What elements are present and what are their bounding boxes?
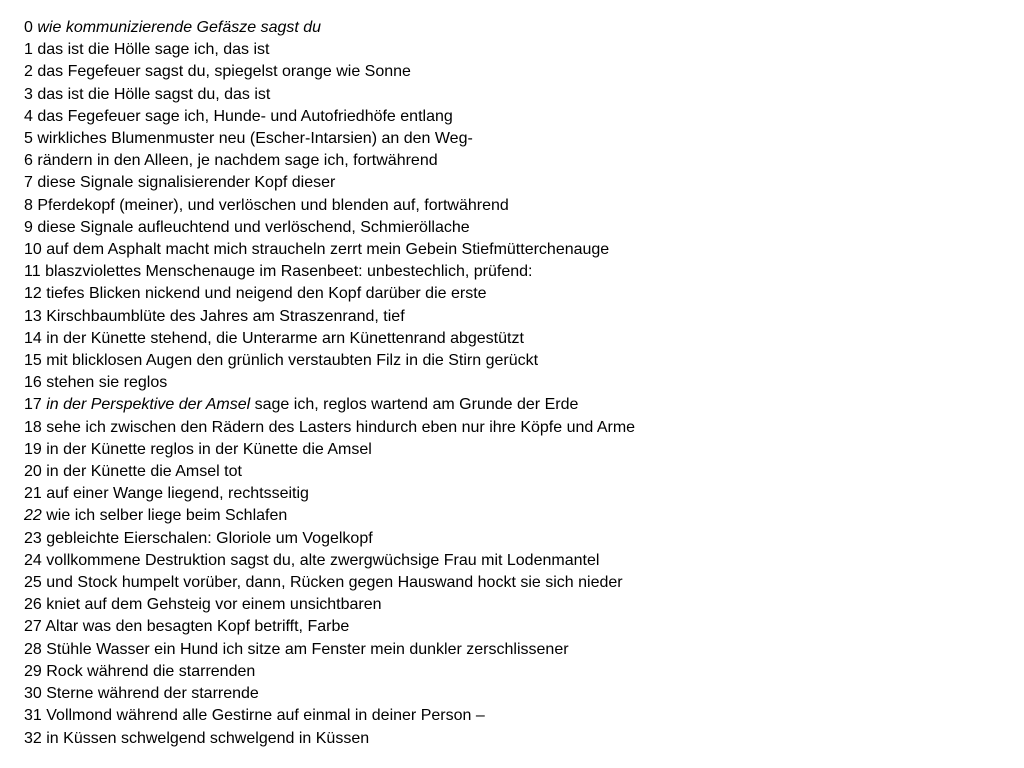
line-text: in Küssen schwelgend schwelgend in Küssen (46, 729, 370, 747)
poem-line (24, 84, 635, 106)
line-text: tiefes Blicken nickend und neigend den Kopf darüber die erste (46, 285, 487, 303)
line-text: das ist die Hölle sagst du, das ist (37, 85, 271, 103)
line-number: 2 (24, 63, 33, 81)
line-number: 23 (24, 529, 42, 547)
line-number: 11 (24, 263, 41, 281)
line-text: und Stock humpelt vorüber, dann, Rücken gegen Hauswand hockt sie sich nieder (46, 574, 623, 592)
poem-line (24, 128, 635, 150)
poem-line (24, 417, 635, 439)
line-text-italic: wie kommunizierende Gefäsze sagst du (37, 19, 322, 36)
poem-line (24, 239, 635, 261)
line-text: mit blicklosen Augen den grünlich verstaubten Filz in die Stirn gerückt (46, 352, 539, 370)
line-text: Stühle Wasser ein Hund ich sitze am Fenster mein dunkler zerschlissener (46, 640, 569, 658)
line-text: auf einer Wange liegend, rechtsseitig (46, 485, 309, 503)
poem-line (24, 550, 635, 572)
poem-line (24, 705, 635, 727)
line-text: Kirschbaumblüte des Jahres am Straszenrand, tief (46, 307, 405, 325)
line-number: 14 (24, 329, 42, 347)
poem-line (24, 528, 635, 550)
line-number: 22 (24, 507, 42, 525)
line-number: 30 (24, 685, 42, 703)
poem-line (24, 661, 635, 683)
line-text: das Fegefeuer sagst du, spiegelst orange wie Sonne (37, 63, 411, 81)
poem-line (24, 483, 635, 505)
line-number: 24 (24, 551, 42, 569)
poem-line (24, 306, 635, 328)
line-text: stehen sie reglos (46, 374, 168, 392)
poem-line (24, 17, 635, 39)
line-text: wirkliches Blumenmuster neu (Escher-Intarsien) an den Weg- (37, 130, 473, 148)
poem-line (24, 61, 635, 83)
poem-line (24, 328, 635, 350)
line-text: das Fegefeuer sage ich, Hunde- und Autofriedhöfe entlang (37, 107, 453, 125)
line-number: 25 (24, 574, 42, 592)
line-text: Pferdekopf (meiner), und verlöschen und blenden auf, fortwährend (37, 196, 509, 214)
line-number: 7 (24, 174, 33, 192)
poem-line (24, 350, 635, 372)
line-number: 9 (24, 218, 33, 236)
line-number: 4 (24, 107, 33, 125)
line-number: 0 (24, 19, 33, 36)
line-text: Sterne während der starrende (46, 685, 259, 703)
line-number: 3 (24, 85, 33, 103)
line-number: 5 (24, 130, 33, 148)
line-number: 1 (24, 41, 33, 59)
poem-line (24, 683, 635, 705)
line-number: 20 (24, 463, 42, 481)
line-text: Vollmond während alle Gestirne auf einmal in deiner Person – (46, 707, 485, 725)
poem-line (24, 505, 635, 527)
poem-line (24, 594, 635, 616)
line-number: 31 (24, 707, 42, 725)
line-text: diese Signale aufleuchtend und verlöschend, Schmieröllache (37, 218, 470, 236)
line-text: auf dem Asphalt macht mich straucheln zerrt mein Gebein Stiefmütterchenauge (46, 241, 610, 259)
line-number: 15 (24, 352, 42, 370)
poem-line (24, 283, 635, 305)
line-number: 29 (24, 662, 42, 680)
line-number: 8 (24, 196, 33, 214)
line-number: 16 (24, 374, 42, 392)
line-text: vollkommene Destruktion sagst du, alte zwergwüchsige Frau mit Lodenmantel (46, 551, 600, 569)
line-number: 12 (24, 285, 42, 303)
poem-line (24, 261, 635, 283)
line-number: 13 (24, 307, 42, 325)
line-number: 17 (24, 396, 42, 414)
line-text: in der Künette reglos in der Künette die Amsel (46, 440, 372, 458)
line-text: in der Künette die Amsel tot (46, 463, 242, 481)
poem-line (24, 172, 635, 194)
line-text-italic: in der Perspektive der Amsel (46, 396, 251, 414)
line-number: 32 (24, 729, 42, 747)
line-text: blaszviolettes Menschenauge im Rasenbeet: unbestechlich, prüfend: (45, 263, 533, 281)
line-number: 26 (24, 596, 42, 614)
line-text: sage ich, reglos wartend am Grunde der Erde (250, 396, 579, 414)
line-text: kniet auf dem Gehsteig vor einem unsichtbaren (46, 596, 382, 614)
line-number: 10 (24, 241, 42, 259)
line-text: rändern in den Alleen, je nachdem sage ich, fortwährend (37, 152, 438, 170)
line-number: 28 (24, 640, 42, 658)
poem-line (24, 106, 635, 128)
line-text: Altar was den besagten Kopf betrifft, Farbe (45, 618, 350, 636)
poem-line (24, 728, 635, 750)
line-text: diese Signale signalisierender Kopf dieser (37, 174, 336, 192)
poem-line (24, 439, 635, 461)
poem-line (24, 616, 635, 638)
poem-line (24, 461, 635, 483)
poem-line (24, 394, 635, 416)
poem-line (24, 639, 635, 661)
poem-line (24, 150, 635, 172)
poem-line (24, 372, 635, 394)
line-text: wie ich selber liege beim Schlafen (46, 507, 288, 525)
poem-line (24, 39, 635, 61)
poem-text (24, 17, 635, 750)
poem-line (24, 572, 635, 594)
line-text: sehe ich zwischen den Rädern des Lasters hindurch eben nur ihre Köpfe und Arme (46, 418, 636, 436)
line-text: gebleichte Eierschalen: Gloriole um Vogelkopf (46, 529, 373, 547)
line-text: das ist die Hölle sage ich, das ist (37, 41, 270, 59)
line-number: 6 (24, 152, 33, 170)
line-number: 21 (24, 485, 42, 503)
poem-line (24, 217, 635, 239)
line-number: 27 (24, 618, 42, 636)
line-text: in der Künette stehend, die Unterarme arn Künettenrand abgestützt (46, 329, 524, 347)
line-number: 19 (24, 440, 42, 458)
poem-line (24, 195, 635, 217)
line-text: Rock während die starrenden (46, 662, 256, 680)
line-number: 18 (24, 418, 42, 436)
